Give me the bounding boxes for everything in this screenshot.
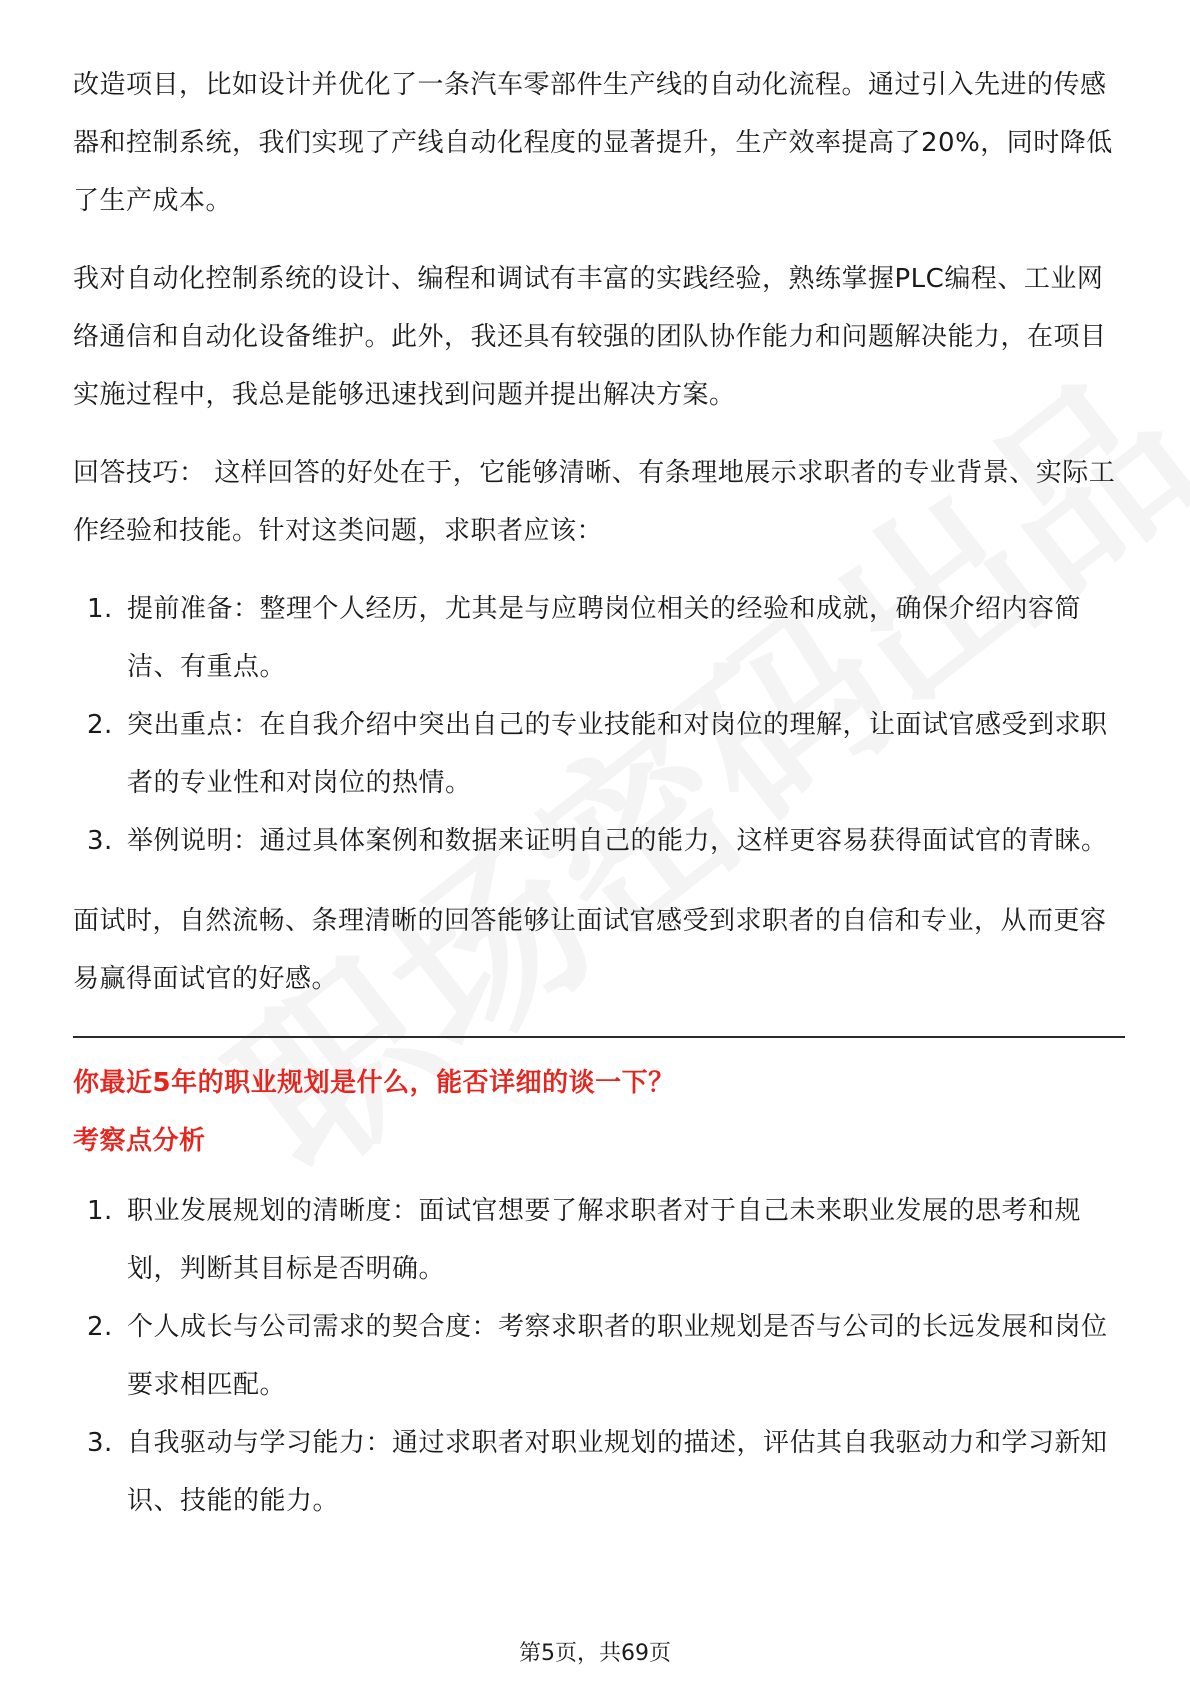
list-item bbox=[73, 580, 1125, 696]
document-page bbox=[73, 56, 1125, 1552]
paragraph-project-experience: 改造项目，比如设计并优化了一条汽车零部件生产线的自动化流程。通过引入先进的传感器和控制系统，我们实现了产线自动化程度的显著提升，生产效率提高了20%，同时降低了生产成本。 bbox=[73, 70, 1113, 216]
list-number: 1. bbox=[87, 1196, 113, 1226]
list-text: 突出重点：在自我介绍中突出自己的专业技能和对岗位的理解，让面试官感受到求职者的专业性和对岗位的热情。 bbox=[127, 710, 1108, 798]
list-number: 1. bbox=[87, 594, 113, 624]
list-item bbox=[73, 1414, 1125, 1530]
tips-list bbox=[73, 580, 1125, 870]
paragraph-skills: 我对自动化控制系统的设计、编程和调试有丰富的实践经验，熟练掌握PLC编程、工业网络通信和自动化设备维护。此外，我还具有较强的团队协作能力和问题解决能力，在项目实施过程中，我总是能够迅速找到问题并提出解决方案。 bbox=[73, 264, 1107, 410]
list-text: 自我驱动与学习能力：通过求职者对职业规划的描述，评估其自我驱动力和学习新知识、技能的能力。 bbox=[127, 1428, 1108, 1516]
analysis-subheading: 考察点分析 bbox=[73, 1126, 206, 1156]
page-number: 第5页，共69页 bbox=[519, 1641, 671, 1666]
list-text: 提前准备：整理个人经历，尤其是与应聘岗位相关的经验和成就，确保介绍内容简洁、有重点。 bbox=[127, 594, 1082, 682]
paragraph-conclusion: 面试时，自然流畅、条理清晰的回答能够让面试官感受到求职者的自信和专业，从而更容易赢得面试官的好感。 bbox=[73, 906, 1107, 994]
list-text: 举例说明：通过具体案例和数据来证明自己的能力，这样更容易获得面试官的青睐。 bbox=[127, 826, 1108, 856]
list-item bbox=[73, 1298, 1125, 1414]
paragraph-answer-tips: 回答技巧： 这样回答的好处在于，它能够清晰、有条理地展示求职者的专业背景、实际工作经验和技能。针对这类问题，求职者应该： bbox=[73, 458, 1116, 546]
list-number: 2. bbox=[87, 710, 113, 740]
list-text: 职业发展规划的清晰度：面试官想要了解求职者对于自己未来职业发展的思考和规划，判断其目标是否明确。 bbox=[127, 1196, 1082, 1284]
question-heading: 你最近5年的职业规划是什么，能否详细的谈一下？ bbox=[73, 1068, 675, 1098]
list-number: 2. bbox=[87, 1312, 113, 1342]
list-item bbox=[73, 812, 1125, 870]
section-divider bbox=[73, 1036, 1125, 1038]
list-number: 3. bbox=[87, 826, 113, 856]
list-item bbox=[73, 1182, 1125, 1298]
list-item bbox=[73, 696, 1125, 812]
analysis-points-list bbox=[73, 1182, 1125, 1530]
list-text: 个人成长与公司需求的契合度：考察求职者的职业规划是否与公司的长远发展和岗位要求相匹配。 bbox=[127, 1312, 1108, 1400]
list-number: 3. bbox=[87, 1428, 113, 1458]
